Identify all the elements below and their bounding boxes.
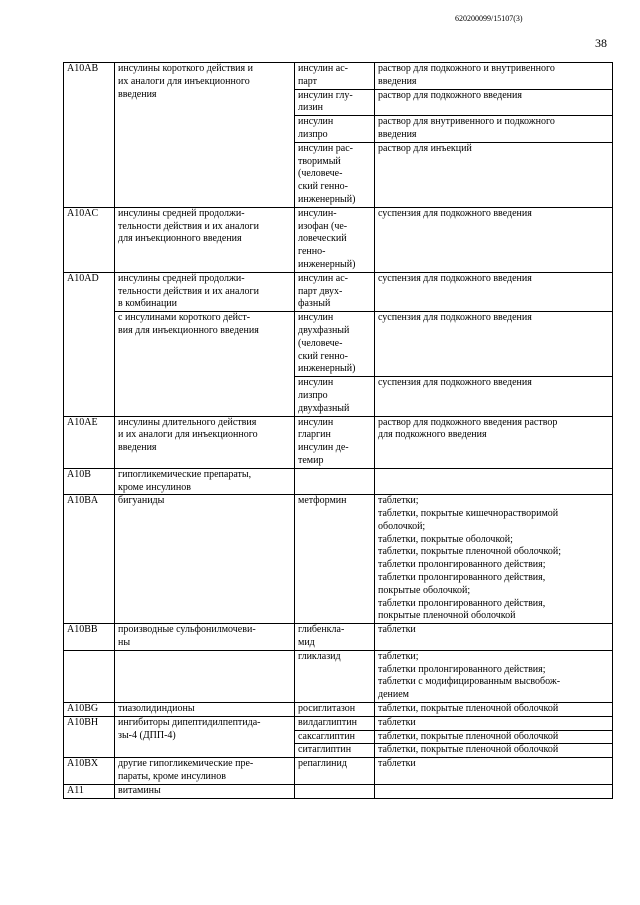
cell-line: таблетки xyxy=(378,624,416,636)
atc-code-cell: A10BX xyxy=(64,758,115,785)
cell-line: бигуаниды xyxy=(118,495,165,507)
cell-line: ский генно- xyxy=(298,181,348,193)
table-row xyxy=(64,468,613,495)
table-row xyxy=(64,716,613,730)
table-row xyxy=(64,624,613,651)
cell-line: раствор для подкожного введения xyxy=(378,89,522,101)
cell-line: инсулин xyxy=(298,416,334,428)
document-code: 620200099/15107(3) xyxy=(455,14,523,23)
table-row xyxy=(64,312,613,377)
cell-line: таблетки; xyxy=(378,495,419,507)
page-number: 38 xyxy=(595,36,607,50)
atc-code-cell: A10BB xyxy=(64,624,115,651)
cell-line: инженерный) xyxy=(298,258,356,270)
cell-line: параты, кроме инсулинов xyxy=(118,771,226,783)
cell-line: лизин xyxy=(298,102,323,114)
cell-line: таблетки, покрытые кишечнорастворимой xyxy=(378,508,559,520)
cell-line: раствор для подкожного и внутривенного xyxy=(378,63,555,74)
cell-line: таблетки пролонгированного действия, xyxy=(378,597,546,609)
form-cell xyxy=(375,312,613,377)
drug-cell xyxy=(295,468,375,495)
cell-line: таблетки, покрытые оболочкой; xyxy=(378,533,513,545)
drug-cell xyxy=(295,744,375,758)
cell-line: таблетки пролонгированного действия; xyxy=(378,559,546,571)
cell-line: (человече- xyxy=(298,337,343,349)
cell-line: инсулины короткого действия и xyxy=(118,63,253,74)
drug-cell xyxy=(295,703,375,717)
drug-table xyxy=(63,62,613,799)
form-cell xyxy=(375,377,613,416)
cell-line: инженерный) xyxy=(298,193,356,205)
cell-line: производные сульфонилмочеви- xyxy=(118,624,256,636)
cell-line: ситаглиптин xyxy=(298,744,352,756)
form-cell xyxy=(375,716,613,730)
group-cell xyxy=(115,207,295,272)
table-row xyxy=(64,207,613,272)
cell-line: парт двух- xyxy=(298,285,343,297)
cell-line: таблетки, покрытые пленочной оболочкой xyxy=(378,744,559,756)
cell-line: мид xyxy=(298,637,315,649)
cell-line: таблетки пролонгированного действия, xyxy=(378,572,546,584)
cell-line: таблетки с модифицированным высвобож- xyxy=(378,676,561,688)
cell-line: инсулин ас- xyxy=(298,272,348,284)
atc-code-cell: A10AD xyxy=(64,272,115,416)
cell-line: таблетки xyxy=(378,716,416,728)
cell-line: их аналоги для инъекционного xyxy=(118,75,250,87)
group-cell xyxy=(115,272,295,311)
cell-line: тиазолидиндионы xyxy=(118,703,195,715)
cell-line: гипогликемические препараты, xyxy=(118,468,252,480)
form-cell xyxy=(375,744,613,758)
cell-line: инсулин де- xyxy=(298,442,349,454)
drug-cell xyxy=(295,416,375,468)
cell-line: ингибиторы дипептидилпептида- xyxy=(118,716,261,728)
atc-code-cell: A10B xyxy=(64,468,115,495)
cell-line: вилдаглиптин xyxy=(298,716,357,728)
drug-cell xyxy=(295,650,375,702)
group-cell xyxy=(115,716,295,757)
cell-line: тельности действия и их аналоги xyxy=(118,220,259,232)
cell-line: таблетки xyxy=(378,758,416,770)
form-cell xyxy=(375,468,613,495)
cell-line: парт xyxy=(298,75,318,87)
group-cell xyxy=(115,703,295,717)
form-cell xyxy=(375,207,613,272)
group-cell xyxy=(115,624,295,651)
drug-cell xyxy=(295,89,375,116)
cell-line: вия для инъекционного введения xyxy=(118,324,259,336)
cell-line: саксаглиптин xyxy=(298,730,355,742)
cell-line: репаглинид xyxy=(298,758,347,770)
cell-line: глибенкла- xyxy=(298,624,345,636)
cell-line: таблетки пролонгированного действия; xyxy=(378,663,546,675)
cell-line: введения xyxy=(378,75,417,87)
group-cell xyxy=(115,63,295,208)
cell-line: двухфазный xyxy=(298,402,350,414)
cell-line: ны xyxy=(118,637,131,649)
cell-line: для инъекционного введения xyxy=(118,233,242,245)
table-row xyxy=(64,758,613,785)
form-cell xyxy=(375,142,613,207)
atc-code-cell: A10AC xyxy=(64,207,115,272)
cell-line: инженерный) xyxy=(298,363,356,375)
form-cell xyxy=(375,758,613,785)
cell-line: гликлазид xyxy=(298,650,341,662)
form-cell xyxy=(375,272,613,311)
cell-line: фазный xyxy=(298,298,331,310)
cell-line: суспензия для подкожного введения xyxy=(378,207,532,219)
cell-line: суспензия для подкожного введения xyxy=(378,312,532,324)
cell-line: кроме инсулинов xyxy=(118,481,191,493)
form-cell xyxy=(375,703,613,717)
cell-line: раствор для внутривенного и подкожного xyxy=(378,116,555,128)
cell-line: ский генно- xyxy=(298,350,348,362)
cell-line: тельности действия и их аналоги xyxy=(118,285,259,297)
cell-line: лизпро xyxy=(298,389,328,401)
group-cell xyxy=(115,312,295,416)
table-row xyxy=(64,416,613,468)
cell-line: введения xyxy=(378,128,417,140)
form-cell xyxy=(375,416,613,468)
form-cell xyxy=(375,116,613,143)
cell-line: в комбинации xyxy=(118,298,177,310)
cell-line: изофан (че- xyxy=(298,220,348,232)
cell-line: другие гипогликемические пре- xyxy=(118,758,254,770)
drug-cell xyxy=(295,716,375,730)
drug-cell xyxy=(295,312,375,377)
group-cell xyxy=(115,495,295,624)
cell-line: творимый xyxy=(298,155,341,167)
cell-line: инсулин глу- xyxy=(298,89,353,101)
form-cell xyxy=(375,624,613,651)
cell-line: метформин xyxy=(298,495,347,507)
group-cell xyxy=(115,468,295,495)
atc-code-cell: A11 xyxy=(64,784,115,798)
cell-line: раствор для подкожного введения раствор xyxy=(378,416,558,428)
form-cell xyxy=(375,89,613,116)
cell-line: инсулин рас- xyxy=(298,142,353,154)
drug-cell xyxy=(295,624,375,651)
drug-cell xyxy=(295,63,375,90)
form-cell xyxy=(375,63,613,90)
cell-line: таблетки, покрытые пленочной оболочкой xyxy=(378,703,559,715)
cell-line: введения xyxy=(118,88,157,100)
cell-line: лизпро xyxy=(298,128,328,140)
cell-line: зы-4 (ДПП-4) xyxy=(118,729,176,741)
table-row xyxy=(64,63,613,90)
cell-line: инсулины длительного действия xyxy=(118,416,257,428)
cell-line: дением xyxy=(378,689,409,701)
cell-line: (человече- xyxy=(298,168,343,180)
cell-line: гларгин xyxy=(298,429,331,441)
drug-cell xyxy=(295,207,375,272)
cell-line: инсулин xyxy=(298,312,334,324)
cell-line: ловеческий xyxy=(298,233,347,245)
drug-cell xyxy=(295,272,375,311)
cell-line: суспензия для подкожного введения xyxy=(378,272,532,284)
cell-line: инсулины средней продолжи- xyxy=(118,272,245,284)
cell-line: таблетки, покрытые пленочной оболочкой xyxy=(378,730,559,742)
form-cell xyxy=(375,650,613,702)
group-cell xyxy=(115,758,295,785)
cell-line: таблетки, покрытые пленочной оболочкой; xyxy=(378,546,562,558)
drug-cell xyxy=(295,377,375,416)
form-cell xyxy=(375,730,613,744)
cell-line: росиглитазон xyxy=(298,703,356,715)
atc-code-cell: A10BG xyxy=(64,703,115,717)
cell-line: раствор для инъекций xyxy=(378,142,472,154)
table-row xyxy=(64,703,613,717)
atc-code-cell xyxy=(64,650,115,702)
table-row xyxy=(64,495,613,624)
cell-line: инсулины средней продолжи- xyxy=(118,207,245,219)
cell-line: таблетки; xyxy=(378,650,419,662)
drug-cell xyxy=(295,730,375,744)
cell-line: введения xyxy=(118,442,157,454)
cell-line: оболочкой; xyxy=(378,520,426,532)
drug-cell xyxy=(295,758,375,785)
cell-line: для подкожного введения xyxy=(378,429,487,441)
form-cell xyxy=(375,495,613,624)
group-cell xyxy=(115,416,295,468)
cell-line: двухфазный xyxy=(298,324,350,336)
table-row xyxy=(64,650,613,702)
drug-cell xyxy=(295,495,375,624)
atc-code-cell: A10BH xyxy=(64,716,115,757)
atc-code-cell: A10BA xyxy=(64,495,115,624)
atc-code-cell: A10AB xyxy=(64,63,115,208)
cell-line: инсулин- xyxy=(298,207,337,219)
cell-line: и их аналоги для инъекционного xyxy=(118,429,258,441)
cell-line: генно- xyxy=(298,246,326,258)
drug-cell xyxy=(295,116,375,143)
drug-cell xyxy=(295,784,375,798)
cell-line: с инсулинами короткого дейст- xyxy=(118,312,251,324)
cell-line: инсулин xyxy=(298,377,334,389)
cell-line: темир xyxy=(298,454,324,466)
cell-line: витамины xyxy=(118,784,161,796)
atc-code-cell: A10AE xyxy=(64,416,115,468)
form-cell xyxy=(375,784,613,798)
cell-line: инсулин xyxy=(298,116,334,128)
cell-line: покрытые оболочкой; xyxy=(378,584,471,596)
table-row xyxy=(64,784,613,798)
group-cell xyxy=(115,650,295,702)
drug-cell xyxy=(295,142,375,207)
cell-line: покрытые пленочной оболочкой xyxy=(378,610,516,622)
group-cell xyxy=(115,784,295,798)
cell-line: суспензия для подкожного введения xyxy=(378,377,532,389)
cell-line: инсулин ас- xyxy=(298,63,348,74)
table-row xyxy=(64,272,613,311)
